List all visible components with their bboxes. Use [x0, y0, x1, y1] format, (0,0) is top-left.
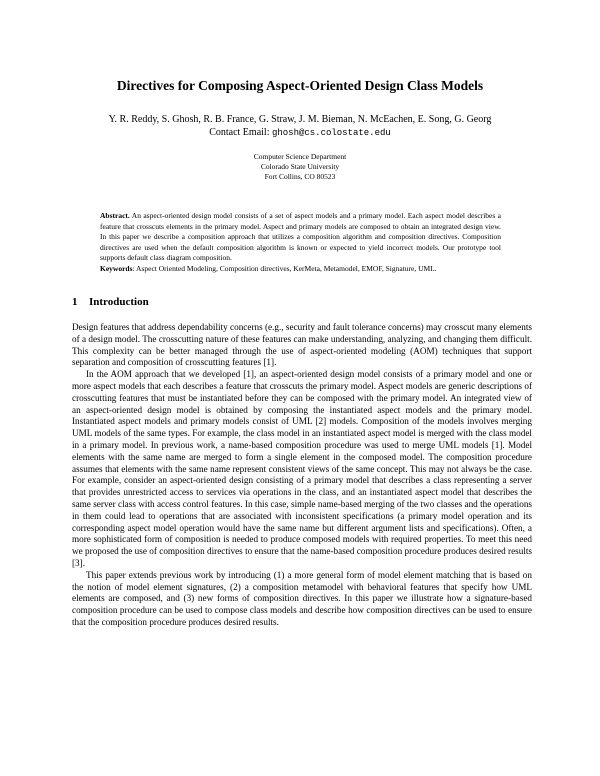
keywords-text: : Aspect Oriented Modeling, Composition directives, KerMeta, Metamodel, EMOF, Signature, UML. — [132, 263, 437, 273]
paragraph: Design features that address dependability concerns (e.g., security and fault tolerance concerns) may crosscut many elements of a design model. The crosscutting nature of these features can make understanding, analyzing, and changing them difficult. This complexity can be better managed through the use of aspect-oriented modeling (AOM) techniques that support separation and composition of crosscutting features [1]. — [72, 322, 532, 368]
abstract-text: An aspect-oriented design model consists of a set of aspect models and a primary model. Each aspect model describes a feature that crosscuts elements in the primary model. Aspect and primary models are composed to obtain an integrated design view. In this paper we describe a composition approach that utilizes a composition algorithm and composition directives. Composition directives are used when the default composition algorithm is known or expected to yield incorrect models. Our prototype tool supports default class diagram composition. — [100, 211, 501, 262]
abstract — [100, 211, 501, 274]
body-text — [72, 322, 532, 629]
contact-label: Contact Email: — [209, 127, 272, 138]
section-heading — [72, 296, 149, 308]
section-number: 1 — [72, 296, 78, 308]
contact-email: ghosh@cs.colostate.edu — [271, 128, 391, 138]
author-list: Y. R. Reddy, S. Ghosh, R. B. France, G. Straw, J. M. Bieman, N. McEachen, E. Song, G. Georg — [108, 114, 492, 125]
affiliation-city: Fort Collins, CO 80523 — [264, 172, 336, 181]
section-title: Introduction — [89, 296, 149, 308]
paragraph: This paper extends previous work by introducing (1) a more general form of model element matching that is based on the notion of model element signatures, (2) a composition metamodel with behavioral features that specify how UML elements are composed, and (3) new forms of composition directives. In this paper we illustrate how a signature-based composition procedure can be used to compose class models and describe how composition directives can be used to ensure that the composition procedure produces desired results. — [72, 569, 532, 627]
affiliation-university: Colorado State University — [260, 162, 340, 171]
affiliation — [0, 152, 600, 182]
paper-title: Directives for Composing Aspect-Oriented Design Class Models — [116, 78, 484, 93]
abstract-label: Abstract. — [100, 211, 130, 220]
paragraph: In the AOM approach that we developed [1], an aspect-oriented design model consists of a primary model and one or more aspect models that each describes a feature that crosscuts the primary model. Aspect models are generic descriptions of crosscutting features that must be instantiated before they can be composed with the primary model. An integrated view of an aspect-oriented design model is obtained by composing the instantiated aspect models and the primary model. Instantiated aspect models and primary models consist of UML [2] models. Composition of the models involves merging UML models of the same types. For example, the class model in an instantiated aspect model is merged with the class model in a primary model. In previous work, a name-based composition procedure was used to merge UML models [1]. Model elements with the same name are merged to form a single element in the composed model. The composition procedure assumes that elements with the same name represent consistent views of the same concept. This may not always be the case. For example, consider an aspect-oriented design consisting of a primary model that describes a class representing a server that provides unrestricted access to services via operations in the class, and an instantiated aspect model that describes the same server class with access control features. In this case, simple name-based merging of the two classes and the operations in them could lead to operations that are associated with inconsistent specifications (a primary model operation and its corresponding aspect model operation would have the same name but different argument lists and specifications). Often, a more sophisticated form of composition is needed to produce composed models with required properties. To meet this need we proposed the use of composition directives to ensure that the name-based composition procedure produces desired results [3]. — [72, 369, 532, 568]
contact-line — [0, 127, 600, 138]
affiliation-dept: Computer Science Department — [253, 152, 347, 161]
keywords-label: Keywords — [100, 263, 133, 273]
